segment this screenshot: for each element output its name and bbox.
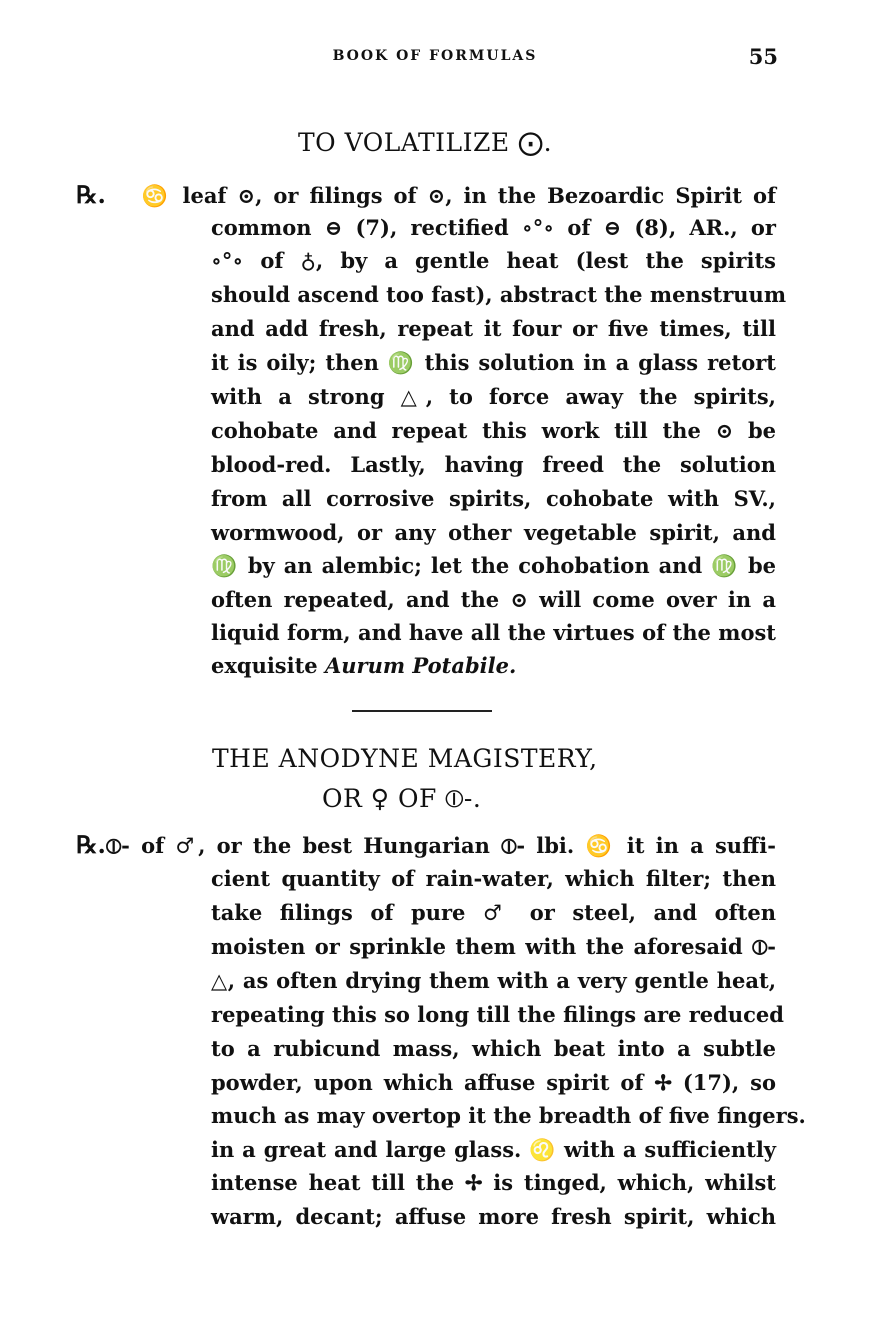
body-line: liquid form, and have all the virtues of the most: [211, 620, 776, 645]
line-text: exquisite: [211, 653, 318, 678]
section-title-anodyne: THE ANODYNE MAGISTERY,: [212, 744, 598, 773]
recipe-mark: ℞.: [76, 180, 106, 209]
body-line: ∘°∘ of ♁, by a gentle heat (lest the spirits: [211, 248, 776, 273]
body-line: [211, 651, 776, 681]
body-line: repeating this so long till the filings are reduced: [211, 1002, 784, 1027]
body-line: wormwood, or any other vegetable spirit, and: [211, 520, 776, 545]
body-line: in a great and large glass. ♌ with a sufficiently: [211, 1137, 776, 1162]
body-line: ♍ by an alembic; let the cohobation and ♍ be: [211, 553, 776, 578]
section-divider: [352, 710, 492, 712]
body-line: it is oily; then ♍ this solution in a glass retort: [211, 350, 776, 375]
body-line: blood-red. Lastly, having freed the solution: [211, 452, 776, 477]
section-title-volatilize: TO VOLATILIZE ⨀.: [297, 128, 553, 157]
body-line: [76, 830, 776, 861]
body-line: [76, 180, 776, 211]
body-line: moisten or sprinkle them with the aforesaid ⦶-: [211, 934, 776, 959]
body-line: powder, upon which affuse spirit of ✢ (17), so: [211, 1070, 776, 1095]
body-line: should ascend too fast), abstract the menstruum: [211, 282, 787, 307]
body-line: much as may overtop it the breadth of five fingers.: [211, 1103, 806, 1128]
body-line: often repeated, and the ⊙ will come over in a: [211, 587, 776, 612]
page-number: 55: [748, 44, 778, 69]
body-line: warm, decant; affuse more fresh spirit, which: [211, 1204, 776, 1229]
body-line: intense heat till the ✢ is tinged, which, whilst: [211, 1170, 776, 1195]
running-title: BOOK OF FORMULAS: [332, 48, 538, 64]
section-subtitle-anodyne: OR ♀ OF ⦶-.: [322, 784, 482, 813]
body-line: and add fresh, repeat it four or five times, till: [211, 316, 776, 341]
italic-term: Aurum Potabile.: [324, 653, 517, 678]
body-line: △, as often drying them with a very gentle heat,: [211, 968, 776, 993]
body-line: with a strong △, to force away the spirits,: [211, 384, 776, 409]
line-text: ♋ leaf ⊙, or filings of ⊙, in the Bezoardic Spirit of: [137, 183, 776, 208]
recipe-mark: ℞.: [76, 830, 106, 859]
body-line: cohobate and repeat this work till the ⊙ be: [211, 418, 776, 443]
body-line: common ⊖ (7), rectified ∘°∘ of ⊖ (8), AR., or: [211, 215, 776, 240]
body-line: from all corrosive spirits, cohobate with SV.,: [211, 486, 776, 511]
body-line: to a rubicund mass, which beat into a subtle: [211, 1036, 776, 1061]
line-text: ⦶- of ♂, or the best Hungarian ⦶- lbi. ♋ it in a suffi-: [105, 833, 776, 858]
body-line: take filings of pure ♂ or steel, and often: [211, 900, 776, 925]
running-head: [0, 44, 870, 74]
body-line: cient quantity of rain-water, which filter; then: [211, 866, 776, 891]
